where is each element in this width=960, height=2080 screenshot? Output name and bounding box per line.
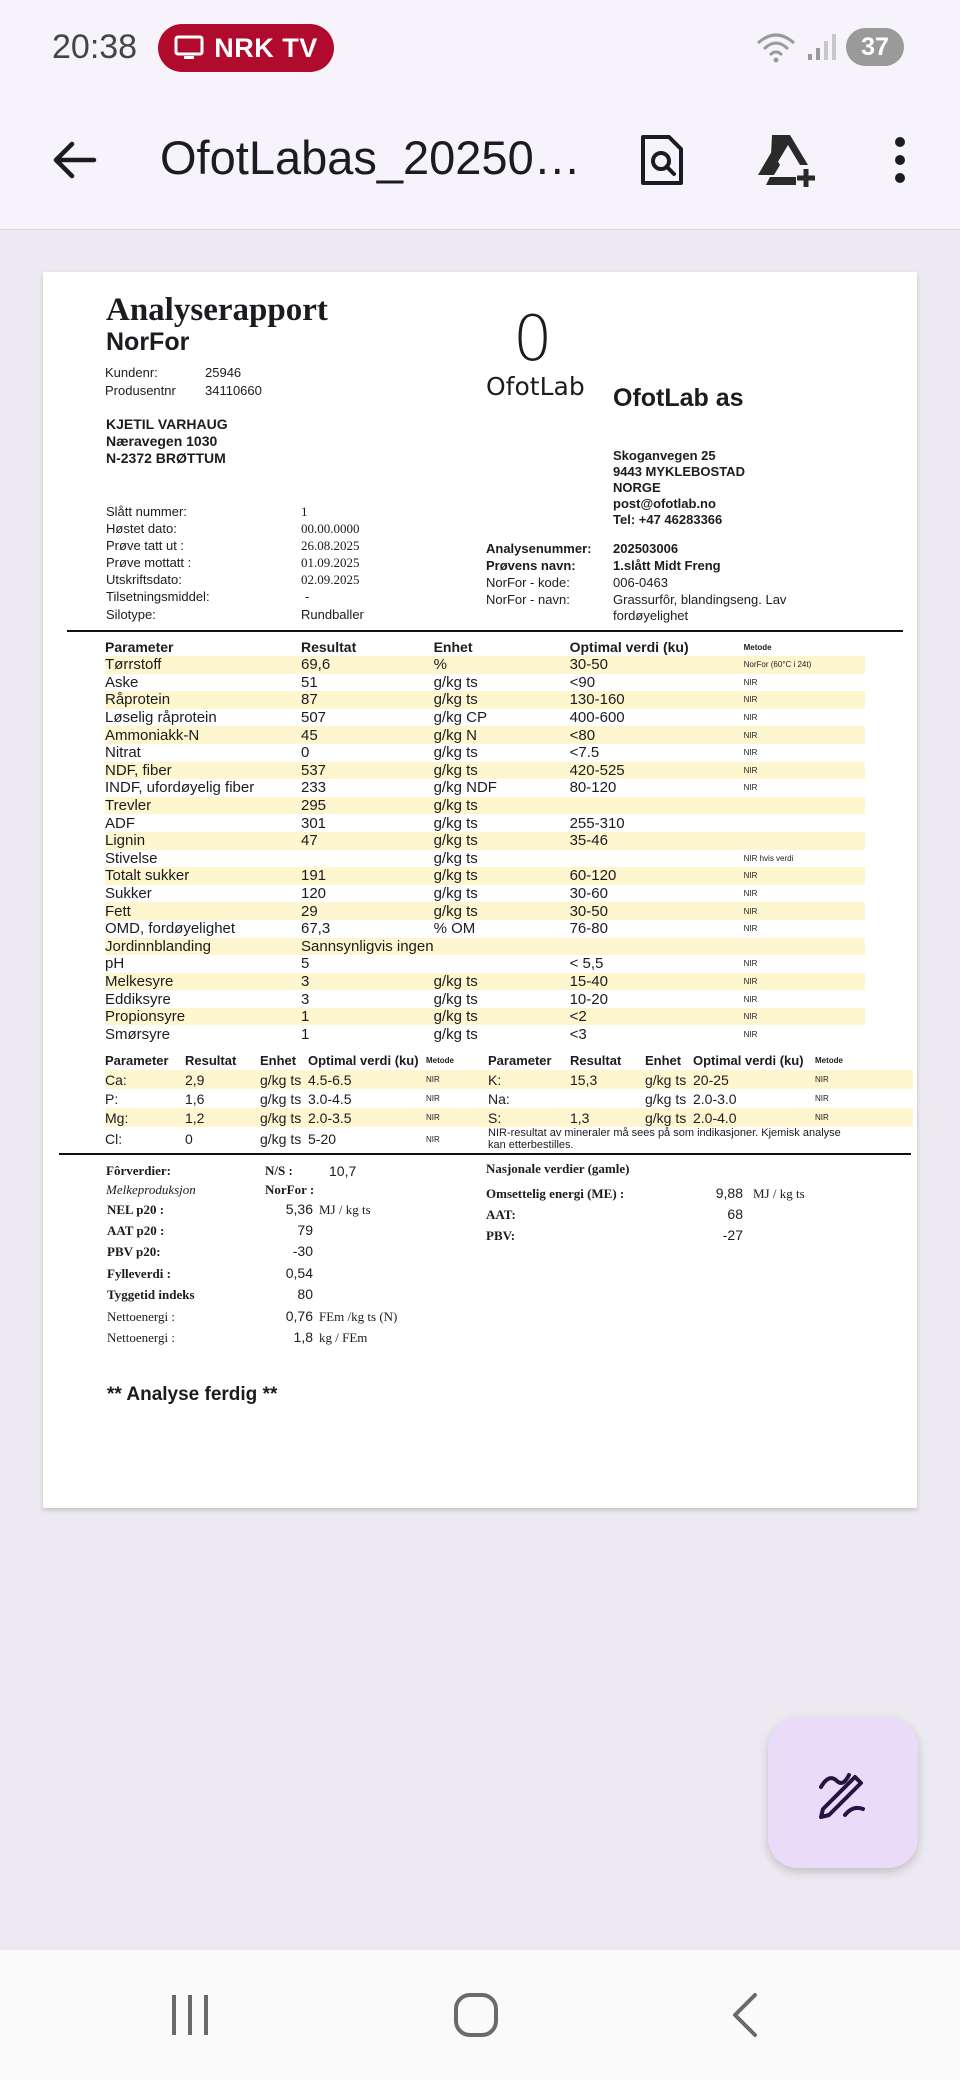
- lab-address-line: 9443 MYKLEBOSTAD: [613, 464, 745, 479]
- param-method: NIR: [743, 959, 758, 969]
- header-optimal: Optimal verdi (ku): [308, 1052, 419, 1068]
- header-optimal: Optimal verdi (ku): [693, 1052, 804, 1068]
- produsent-value: 34110660: [205, 383, 262, 398]
- nasjonal-value: 68: [727, 1206, 743, 1222]
- mineral-unit: g/kg ts: [645, 1108, 693, 1127]
- param-result: 120: [301, 885, 327, 903]
- more-options-button[interactable]: [866, 126, 934, 194]
- param-method: NIR: [743, 1029, 758, 1039]
- param-unit: g/kg ts: [433, 814, 478, 832]
- sample-info-value: 00.00.0000: [301, 521, 360, 536]
- header-parameter: Parameter: [105, 1052, 169, 1068]
- param-unit: g/kg NDF: [433, 779, 497, 797]
- mineral-optimal: 3.0-4.5: [308, 1090, 352, 1107]
- mineral-name: S:: [488, 1108, 570, 1127]
- drive-add-icon: [756, 133, 820, 187]
- param-optimal: 10-20: [569, 990, 608, 1008]
- param-result: 537: [301, 762, 434, 780]
- param-unit: g/kg N: [434, 726, 570, 744]
- param-result: 87: [301, 691, 434, 709]
- mineral-note: [488, 1127, 913, 1151]
- status-clock: 20:38: [52, 28, 138, 66]
- tv-icon: [174, 35, 204, 61]
- analysis-info-label: Analysenummer:: [486, 541, 592, 556]
- mineral-note-line: NIR-resultat av mineraler må sees på som indikasjoner. Kjemisk analyse: [488, 1127, 841, 1139]
- mineral-name: Ca:: [105, 1070, 185, 1089]
- param-result: 0: [301, 744, 310, 762]
- table-row: [105, 691, 865, 709]
- param-unit: g/kg ts: [433, 990, 478, 1008]
- forverdi-value: 0,54: [285, 1265, 313, 1281]
- forverdi-value: 5,36: [285, 1201, 313, 1217]
- sample-info-label: Prøve mottatt :: [106, 555, 192, 570]
- mineral-method: NIR: [426, 1094, 440, 1103]
- param-unit: g/kg ts: [433, 1025, 478, 1043]
- forverdi-label: Nettoenergi :: [107, 1330, 175, 1345]
- forverdi-value: 0,76: [285, 1308, 313, 1324]
- minerals-table: [105, 1050, 913, 1151]
- sample-info-value: 02.09.2025: [301, 572, 360, 587]
- more-vert-icon: [892, 135, 908, 185]
- status-icons: [756, 28, 904, 66]
- lab-email: post@ofotlab.no: [613, 496, 716, 511]
- param-name: Ammoniakk-N: [105, 726, 301, 744]
- table-row: [105, 744, 865, 762]
- param-result: Sannsynligvis ingen: [301, 937, 434, 955]
- table-row: [105, 973, 865, 991]
- param-optimal: 76-80: [569, 920, 608, 938]
- analysis-info-value: 202503006: [613, 541, 679, 556]
- analysis-info-label: Prøvens navn:: [486, 558, 576, 573]
- table-header-row: [105, 1050, 913, 1070]
- nasjonal-value: -27: [722, 1227, 743, 1243]
- param-optimal: [570, 938, 744, 956]
- ofotlab-logo-mark: 0: [513, 302, 553, 375]
- mineral-unit: g/kg ts: [260, 1090, 302, 1107]
- mineral-unit: g/kg ts: [260, 1131, 302, 1147]
- table-row: [105, 709, 865, 727]
- param-name: Nitrat: [105, 744, 141, 762]
- param-result: 295: [301, 797, 434, 815]
- header-unit: Enhet: [260, 1052, 297, 1068]
- param-method: NIR: [743, 889, 758, 899]
- search-in-document-button[interactable]: [628, 126, 696, 194]
- nrk-tv-label: NRK TV: [214, 32, 318, 63]
- analysis-info-value: 1.slått Midt Freng: [613, 558, 721, 573]
- mineral-result: [570, 1089, 645, 1108]
- param-name: Sukker: [105, 885, 152, 903]
- mineral-name: Na:: [488, 1090, 510, 1107]
- param-optimal: 30-60: [569, 885, 608, 903]
- param-result: 301: [301, 814, 327, 832]
- param-name: Lignin: [105, 832, 301, 850]
- table-row: [105, 938, 865, 956]
- param-method: [744, 832, 865, 850]
- annotate-fab[interactable]: [768, 1718, 918, 1868]
- forverdi-value: 1,8: [293, 1329, 313, 1345]
- param-name: ADF: [105, 814, 135, 832]
- param-name: Propionsyre: [105, 1008, 301, 1026]
- home-icon: [452, 1991, 500, 2039]
- system-back-button[interactable]: [705, 1980, 785, 2050]
- sample-info-value: 26.08.2025: [301, 538, 360, 553]
- analysis-done-label: ** Analyse ferdig **: [107, 1384, 278, 1405]
- param-name: NDF, fiber: [105, 762, 301, 780]
- param-result: 233: [301, 779, 327, 797]
- forverdi-unit: kg / FEm: [319, 1330, 368, 1345]
- param-unit: g/kg ts: [433, 744, 478, 762]
- mineral-unit: g/kg ts: [260, 1070, 308, 1089]
- lab-address-line: Skoganvegen 25: [613, 448, 716, 463]
- param-unit: g/kg ts: [434, 1008, 570, 1026]
- mineral-optimal: 2.0-3.0: [693, 1090, 737, 1107]
- sample-info-label: Slått nummer:: [106, 504, 187, 519]
- mineral-optimal: 2.0-4.0: [693, 1108, 815, 1127]
- home-button[interactable]: [436, 1980, 516, 2050]
- forverdi-label: Tyggetid indeks: [107, 1287, 195, 1302]
- table-row: [105, 850, 865, 868]
- sample-info-value: Rundballer: [301, 607, 364, 622]
- header-method: Metode: [815, 1055, 843, 1065]
- param-name: Jordinnblanding: [105, 938, 301, 956]
- forverdi-label: NEL p20 :: [107, 1202, 165, 1217]
- analysis-info-value: 006-0463: [613, 575, 668, 590]
- param-unit: g/kg ts: [434, 902, 570, 920]
- table-row: [105, 832, 865, 850]
- table-row: [105, 920, 865, 938]
- arrow-left-icon: [50, 140, 98, 180]
- table-row: [105, 867, 865, 885]
- param-name: Smørsyre: [105, 1025, 170, 1043]
- param-optimal: 400-600: [569, 709, 625, 727]
- sample-info-label: Silotype:: [106, 607, 156, 622]
- param-method: NIR: [743, 783, 758, 793]
- param-method: NIR: [744, 867, 865, 885]
- mineral-unit: g/kg ts: [645, 1070, 693, 1089]
- param-optimal: 30-50: [570, 902, 744, 920]
- lab-name: OfotLab as: [613, 384, 744, 412]
- param-result: [301, 850, 434, 868]
- divider: [59, 1153, 911, 1155]
- parameter-table-body: [105, 656, 865, 1043]
- kundenr-label: Kundenr:: [105, 365, 158, 380]
- mineral-optimal: 20-25: [693, 1070, 815, 1089]
- table-row: [105, 674, 865, 692]
- param-result: 1: [301, 1008, 434, 1026]
- table-row: [105, 1008, 865, 1026]
- table-row: [105, 1127, 913, 1151]
- mineral-result: 1,6: [185, 1090, 205, 1107]
- param-method: [744, 938, 865, 956]
- param-name: Melkesyre: [105, 973, 301, 991]
- ns-label: N/S :: [265, 1163, 293, 1178]
- forverdi-value: 79: [297, 1222, 313, 1238]
- wifi-icon: [756, 31, 796, 63]
- forverdi-label: Nettoenergi :: [107, 1309, 175, 1324]
- header-unit: Enhet: [645, 1052, 682, 1068]
- forverdier-label: Fôrverdier:: [106, 1163, 171, 1178]
- sample-info-label: Utskriftsdato:: [106, 572, 182, 587]
- melkeproduksjon-label: Melkeproduksjon: [106, 1182, 196, 1197]
- param-optimal: <3: [569, 1025, 587, 1043]
- navigation-bar: [0, 1950, 960, 2080]
- param-name: Tørrstoff: [105, 656, 301, 674]
- forverdi-label: PBV p20:: [107, 1244, 161, 1259]
- nasjonal-label: PBV:: [486, 1228, 516, 1243]
- add-to-drive-button[interactable]: [754, 126, 822, 194]
- divider: [67, 630, 903, 632]
- param-result: 191: [301, 867, 434, 885]
- param-optimal: 15-40: [570, 973, 744, 991]
- param-name: pH: [105, 955, 125, 973]
- forverdi-unit: FEm /kg ts (N): [319, 1309, 398, 1324]
- table-row: [105, 797, 865, 815]
- table-row: [105, 1070, 913, 1089]
- ofotlab-logo-text: OfotLab: [486, 372, 585, 401]
- param-name: Stivelse: [105, 849, 158, 867]
- table-row: [105, 779, 865, 797]
- mineral-name: K:: [488, 1070, 570, 1089]
- sample-info-value: 01.09.2025: [301, 555, 360, 570]
- analysis-info-label: NorFor - kode:: [486, 575, 570, 590]
- header-result: Resultat: [301, 639, 357, 655]
- param-name: OMD, fordøyelighet: [105, 920, 236, 938]
- param-result: 29: [301, 902, 434, 920]
- param-result: 5: [301, 955, 310, 973]
- param-name: Løselig råprotein: [105, 709, 217, 727]
- param-optimal: 420-525: [570, 762, 744, 780]
- param-method: NIR: [743, 924, 758, 934]
- battery-indicator: 37: [846, 28, 904, 66]
- table-row: [105, 1025, 865, 1043]
- mineral-note-line: kan etterbestilles.: [488, 1139, 574, 1151]
- document-search-icon: [639, 133, 685, 187]
- param-optimal: 80-120: [569, 779, 617, 797]
- nasjonal-unit: MJ / kg ts: [753, 1186, 805, 1201]
- mineral-optimal: 2.0-3.5: [308, 1108, 426, 1127]
- param-unit: g/kg ts: [434, 867, 570, 885]
- forverdi-value: -30: [292, 1243, 313, 1259]
- mineral-unit: g/kg ts: [260, 1108, 308, 1127]
- sample-info-value: 1: [301, 504, 308, 519]
- mineral-optimal: 5-20: [308, 1131, 337, 1147]
- mineral-result: 15,3: [570, 1070, 645, 1089]
- param-method: NIR: [743, 677, 758, 687]
- param-optimal: < 5,5: [569, 955, 604, 973]
- mineral-result: 0: [185, 1131, 193, 1147]
- param-result: 3: [301, 973, 434, 991]
- param-unit: g/kg ts: [434, 762, 570, 780]
- back-button[interactable]: [44, 130, 104, 190]
- sample-info-value: -: [305, 589, 310, 604]
- header-parameter: Parameter: [105, 639, 174, 655]
- param-unit: g/kg ts: [434, 973, 570, 991]
- param-name: Råprotein: [105, 691, 301, 709]
- param-method: NIR: [743, 748, 758, 758]
- param-method: NorFor (60°C i 24t): [744, 656, 865, 674]
- param-unit: % OM: [433, 920, 476, 938]
- address-line: Næravegen 1030: [106, 433, 218, 449]
- param-optimal: 60-120: [570, 867, 744, 885]
- param-result: 47: [301, 832, 434, 850]
- ns-value: 10,7: [329, 1163, 357, 1179]
- mineral-method: NIR: [426, 1070, 488, 1089]
- param-unit: [434, 938, 570, 956]
- table-row: [105, 656, 865, 674]
- param-result: 51: [301, 673, 318, 691]
- kundenr-value: 25946: [205, 365, 242, 380]
- param-optimal: 255-310: [569, 814, 625, 832]
- nrk-tv-badge[interactable]: [158, 24, 334, 72]
- param-result: 67,3: [301, 920, 331, 938]
- mineral-name: Mg:: [105, 1108, 185, 1127]
- param-optimal: <90: [569, 673, 596, 691]
- produsent-label: Produsentnr: [105, 383, 176, 398]
- table-row: [105, 814, 865, 832]
- param-unit: g/kg ts: [433, 885, 478, 903]
- report-title: Analyserapport: [106, 292, 328, 328]
- report-subtitle: NorFor: [106, 328, 190, 356]
- mineral-optimal: 4.5-6.5: [308, 1070, 426, 1089]
- param-method: [744, 814, 865, 832]
- forverdi-value: 80: [297, 1286, 313, 1302]
- param-method: NIR: [744, 691, 865, 709]
- forverdi-label: AAT p20 :: [107, 1223, 165, 1238]
- forverdi-unit: MJ / kg ts: [319, 1202, 371, 1217]
- param-optimal: 130-160: [570, 691, 744, 709]
- param-optimal: 35-46: [570, 832, 744, 850]
- param-method: NIR hvis verdi: [743, 853, 794, 863]
- mineral-method: NIR: [815, 1108, 913, 1127]
- param-name: Aske: [105, 673, 139, 691]
- nasjonal-label: AAT:: [486, 1207, 516, 1222]
- param-method: NIR: [743, 994, 758, 1004]
- param-result: 3: [301, 990, 310, 1008]
- mineral-name: P:: [105, 1090, 119, 1107]
- analysis-info-label: NorFor - navn:: [486, 592, 570, 607]
- table-row: [105, 902, 865, 920]
- param-method: NIR: [744, 726, 865, 744]
- param-method: NIR: [744, 902, 865, 920]
- address-line: N-2372 BRØTTUM: [106, 450, 226, 466]
- table-row: [105, 762, 865, 780]
- param-unit: g/kg ts: [433, 849, 478, 867]
- param-unit: g/kg ts: [433, 673, 478, 691]
- param-unit: g/kg ts: [434, 832, 570, 850]
- sample-info-label: Tilsetningsmiddel:: [106, 589, 210, 604]
- mineral-result: 1,2: [185, 1108, 260, 1127]
- param-name: Fett: [105, 902, 301, 920]
- mineral-name: Cl:: [105, 1131, 123, 1147]
- param-optimal: <80: [570, 726, 744, 744]
- table-row: [105, 885, 865, 903]
- param-method: NIR: [744, 973, 865, 991]
- table-row: [105, 990, 865, 1008]
- mineral-unit: g/kg ts: [645, 1090, 687, 1107]
- analysis-info-value: Grassurfôr, blandingseng. Lav: [613, 592, 787, 607]
- param-name: Totalt sukker: [105, 867, 301, 885]
- header-method: Metode: [426, 1055, 454, 1065]
- mineral-method: NIR: [426, 1108, 488, 1127]
- table-row: [105, 1108, 913, 1127]
- param-unit: g/kg ts: [434, 797, 570, 815]
- param-method: NIR: [743, 713, 758, 723]
- param-method: [744, 797, 865, 815]
- param-name: Trevler: [105, 797, 301, 815]
- mineral-result: 1,3: [570, 1108, 645, 1127]
- param-result: 69,6: [301, 656, 434, 674]
- edit-pen-icon: [815, 1765, 871, 1821]
- table-row: [105, 955, 865, 973]
- lab-phone: Tel: +47 46283366: [613, 512, 723, 527]
- minerals-table-body: [105, 1070, 913, 1151]
- param-optimal: [570, 850, 744, 868]
- chevron-left-icon: [729, 1991, 761, 2039]
- header-parameter: Parameter: [488, 1052, 552, 1068]
- recent-apps-button[interactable]: [150, 1980, 230, 2050]
- pdf-page: [43, 272, 917, 1508]
- header-method: Metode: [743, 642, 772, 652]
- mineral-method: NIR: [426, 1134, 440, 1144]
- address-line: KJETIL VARHAUG: [106, 416, 228, 432]
- parameter-table: [105, 638, 865, 1043]
- nasjonale-label: Nasjonale verdier (gamle): [486, 1161, 630, 1176]
- nasjonal-label: Omsettelig energi (ME) :: [486, 1186, 625, 1201]
- table-header-row: [105, 638, 865, 656]
- document-title: OfotLabas_20250…: [160, 131, 581, 184]
- param-unit: g/kg ts: [434, 691, 570, 709]
- param-optimal: <2: [570, 1008, 744, 1026]
- sample-info-label: Prøve tatt ut :: [106, 538, 185, 553]
- header-result: Resultat: [185, 1052, 237, 1068]
- analysis-info-value: fordøyelighet: [613, 608, 689, 623]
- mineral-method: NIR: [815, 1094, 829, 1103]
- param-name: Eddiksyre: [105, 990, 171, 1008]
- param-method: NIR: [744, 1008, 865, 1026]
- status-bar: [0, 0, 960, 96]
- norfor-label: NorFor :: [265, 1182, 315, 1197]
- mineral-result: 2,9: [185, 1070, 260, 1089]
- signal-icon: [806, 32, 836, 62]
- table-row: [105, 1089, 913, 1108]
- param-optimal: 30-50: [570, 656, 744, 674]
- param-unit: g/kg CP: [433, 709, 487, 727]
- param-result: 507: [301, 709, 327, 727]
- mineral-method: NIR: [815, 1070, 913, 1089]
- param-name: INDF, ufordøyelig fiber: [105, 779, 255, 797]
- sample-info-label: Høstet dato:: [106, 521, 177, 536]
- header-result: Resultat: [570, 1052, 622, 1068]
- nasjonal-value: 9,88: [715, 1185, 743, 1201]
- table-row: [105, 726, 865, 744]
- header-unit: Enhet: [433, 639, 473, 655]
- param-unit: %: [434, 656, 570, 674]
- param-optimal: <7.5: [569, 744, 600, 762]
- forverdi-label: Fylleverdi :: [107, 1266, 171, 1281]
- param-optimal: [570, 797, 744, 815]
- param-unit: [434, 955, 570, 973]
- app-bar: [0, 96, 960, 230]
- recent-apps-icon: [168, 1993, 212, 2037]
- lab-address-line: NORGE: [613, 480, 661, 495]
- param-result: 1: [301, 1025, 310, 1043]
- header-optimal: Optimal verdi (ku): [569, 639, 689, 655]
- param-result: 45: [301, 726, 434, 744]
- param-method: NIR: [744, 762, 865, 780]
